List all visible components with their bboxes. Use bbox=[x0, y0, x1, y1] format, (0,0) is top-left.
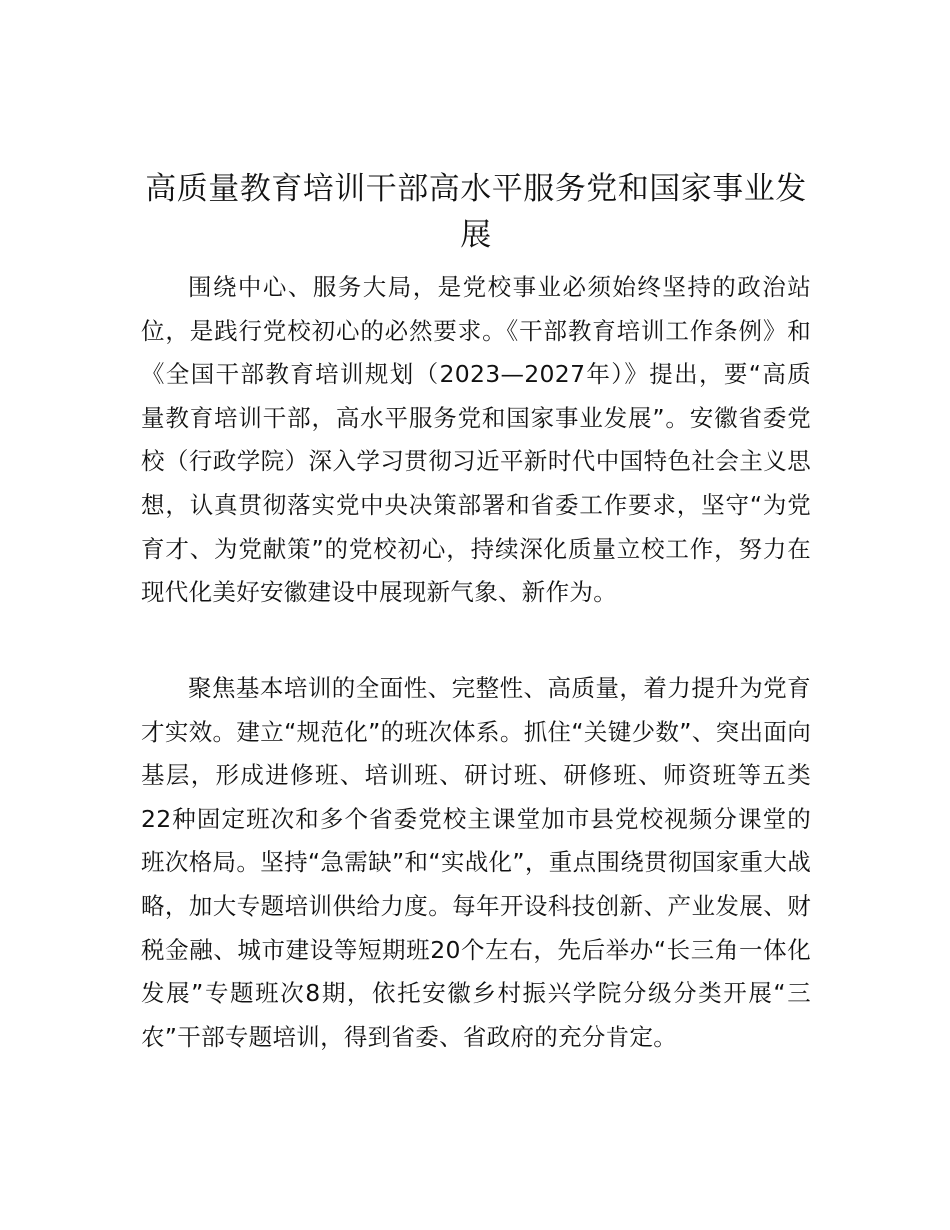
paragraph-1: 围绕中心、服务大局，是党校事业必须始终坚持的政治站位，是践行党校初心的必然要求。《干部教育培训工作条例》和《全国干部教育培训规划（2023—2027年）》提出，要“高质量教育培训干部，高水平服务党和国家事业发展”。安徽省委党校（行政学院）深入学习贯彻习近平新时代中国特色社会主义思想，认真贯彻落实党中央决策部署和省委工作要求，坚守“为党育才、为党献策”的党校初心，持续深化质量立校工作，努力在现代化美好安徽建设中展现新气象、新作为。 bbox=[141, 273, 811, 607]
document-title: 高质量教育培训干部高水平服务党和国家事业发展 bbox=[145, 171, 807, 253]
paragraph-2: 聚焦基本培训的全面性、完整性、高质量，着力提升为党育才实效。建立“规范化”的班次体系。抓住“关键少数”、突出面向基层，形成进修班、培训班、研讨班、研修班、师资班等五类22种固定班次和多个省委党校主课堂加市县党校视频分课堂的班次格局。坚持“急需缺”和“实战化”，重点围绕贯彻国家重大战略，加大专题培训供给力度。每年开设科技创新、产业发展、财税金融、城市建设等短期班20个左右，先后举办“长三角一体化发展”专题班次8期，依托安徽乡村振兴学院分级分类开展“三农”干部专题培训，得到省委、省政府的充分肯定。 bbox=[141, 674, 811, 1051]
